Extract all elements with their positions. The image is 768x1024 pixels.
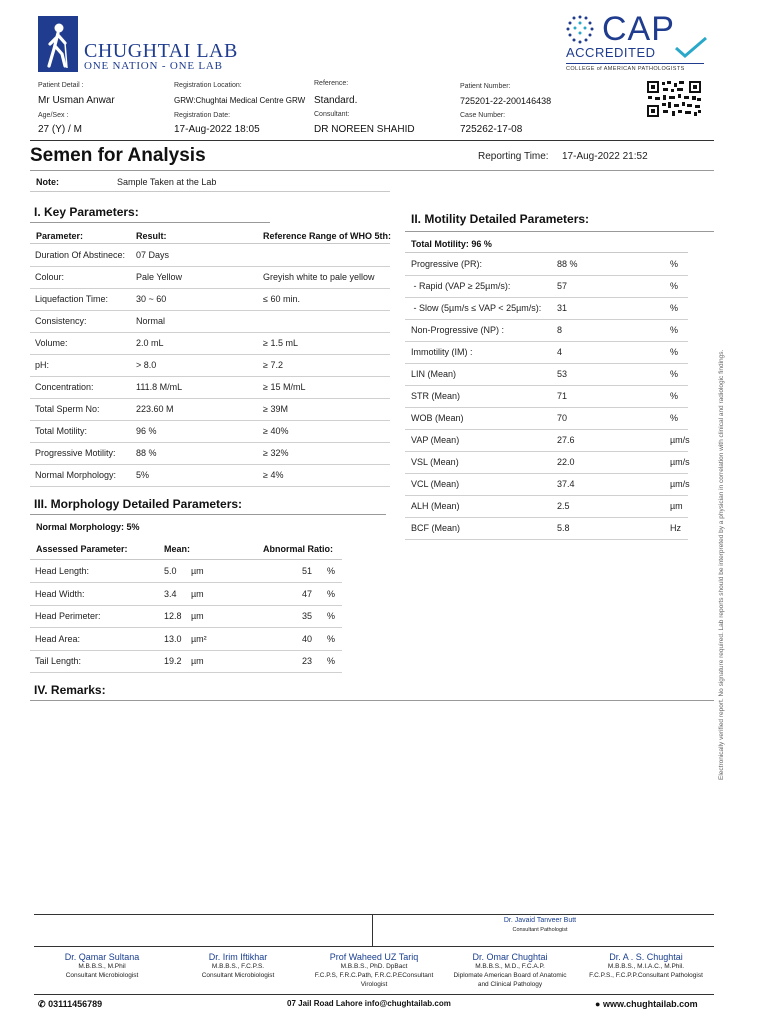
motility-unit: % xyxy=(670,325,679,335)
regloc-value: GRW:Chughtai Medical Centre GRW xyxy=(174,96,306,105)
regloc-label: Registration Location: xyxy=(174,82,242,89)
motility-parameter: LIN (Mean) xyxy=(411,369,457,379)
motility-parameter: - Rapid (VAP ≥ 25µm/s): xyxy=(411,281,511,291)
doctor-title-extra: Virologist xyxy=(360,981,388,988)
table-row xyxy=(405,320,688,342)
regdate-label: Registration Date: xyxy=(174,112,231,119)
morph-parameter: Head Length: xyxy=(35,566,90,576)
table-row xyxy=(405,518,688,540)
motility-unit: µm xyxy=(670,501,683,511)
lab-logo xyxy=(38,16,253,72)
doctor-card xyxy=(34,952,170,980)
note-label: Note: xyxy=(36,177,59,187)
morph-parameter: Head Area: xyxy=(35,633,81,644)
motility-value: 27.6 xyxy=(557,435,575,445)
motility-parameter: VSL (Mean) xyxy=(411,457,459,467)
motility-value: 8 xyxy=(557,325,563,335)
key-header-result: Result: xyxy=(136,231,167,241)
key-header-parameter: Parameter: xyxy=(36,231,84,241)
param-reference: Greyish white to pale yellow xyxy=(263,272,375,282)
reference-label: Reference: xyxy=(314,80,349,87)
cap-title: CAP xyxy=(602,10,675,48)
motility-value: 2.5 xyxy=(557,501,570,511)
param-result: 96 % xyxy=(136,426,157,436)
total-motility: Total Motility: 96 % xyxy=(411,239,492,249)
param-name: Volume: xyxy=(35,338,68,348)
cap-accredited: ACCREDITED xyxy=(566,45,656,60)
table-row xyxy=(405,276,688,298)
phone-icon: ✆ xyxy=(38,999,46,1009)
motility-unit: µm/s xyxy=(670,457,690,467)
param-result: Normal xyxy=(136,316,166,326)
doctor-qualification: M.B.B.S., M.Phil xyxy=(78,963,126,970)
morph-header-abnormal-ratio: Abnormal Ratio: xyxy=(263,544,334,554)
param-name: Consistency: xyxy=(35,316,87,326)
note-value: Sample Taken at the Lab xyxy=(117,177,217,187)
signatory-title: Consultant Pathologist xyxy=(512,927,568,933)
report-title: Semen for Analysis xyxy=(30,145,206,166)
morph-ratio: 47 xyxy=(301,588,312,599)
table-row xyxy=(30,333,390,355)
phone-number: 03111456789 xyxy=(48,999,103,1009)
param-name: Total Sperm No: xyxy=(35,404,100,414)
remarks-heading: IV. Remarks: xyxy=(34,683,106,697)
param-result: 111.8 M/mL xyxy=(136,382,183,392)
doctor-title: Consultant Microbiologist xyxy=(65,972,139,979)
param-result: 07 Days xyxy=(136,250,170,260)
case-number-label: Case Number: xyxy=(460,112,506,119)
reporting-time-value: 17-Aug-2022 21:52 xyxy=(562,151,648,162)
motility-value: 71 xyxy=(557,391,568,401)
param-name: Normal Morphology: xyxy=(35,470,117,480)
phone xyxy=(38,999,102,1010)
table-row xyxy=(30,629,342,651)
param-result: 223.60 M xyxy=(136,404,174,414)
morph-mean: 13.0 xyxy=(164,633,182,644)
morph-mean: 12.8 xyxy=(164,611,182,621)
motility-value: 4 xyxy=(557,347,563,357)
cap-logo xyxy=(562,10,708,76)
patient-number-value: 725201-22-200146438 xyxy=(460,96,552,106)
website[interactable] xyxy=(595,999,698,1009)
key-parameters-heading: I. Key Parameters: xyxy=(34,205,139,219)
morph-mean: 19.2 xyxy=(164,656,182,666)
doctor-card xyxy=(578,952,714,980)
morph-mean: 5.0 xyxy=(164,566,177,576)
motility-value: 22.0 xyxy=(557,457,575,467)
motility-value: 53 xyxy=(557,369,568,379)
lab-name: CHUGHTAI LAB xyxy=(84,40,238,62)
motility-parameter: Progressive (PR): xyxy=(411,259,483,269)
agesex-label: Age/Sex : xyxy=(38,112,69,119)
param-reference: ≥ 32% xyxy=(263,448,289,458)
motility-unit: Hz xyxy=(670,523,681,533)
table-row xyxy=(30,399,390,421)
param-name: Progressive Motility: xyxy=(35,448,116,458)
morph-percent: % xyxy=(327,656,336,666)
motility-parameter: ALH (Mean) xyxy=(411,501,460,511)
motility-parameter: - Slow (5µm/s ≤ VAP < 25µm/s): xyxy=(411,303,542,313)
doctor-title: Diplomate American Board of Anatomic xyxy=(453,972,567,979)
doctor-card xyxy=(170,952,306,980)
motility-unit: % xyxy=(670,259,679,269)
table-row xyxy=(30,289,390,311)
motility-unit: µm/s xyxy=(670,435,690,445)
motility-unit: % xyxy=(670,281,679,291)
morph-ratio: 51 xyxy=(301,566,312,576)
doctor-qualification: M.B.B.S., PhD. DpBact xyxy=(340,963,408,970)
doctor-qualification: M.B.B.S., M.D., F.C.A.P. xyxy=(475,963,545,970)
regdate-value: 17-Aug-2022 18:05 xyxy=(174,124,260,135)
param-result: Pale Yellow xyxy=(136,272,183,282)
param-reference: ≥ 4% xyxy=(263,470,284,480)
morph-header-parameter: Assessed Parameter: xyxy=(36,544,128,554)
doctor-title: Consultant Microbiologist xyxy=(201,972,275,979)
website-link[interactable]: www.chughtailab.com xyxy=(602,999,698,1009)
morph-parameter: Tail Length: xyxy=(35,656,82,666)
table-row xyxy=(30,245,390,267)
param-name: Liquefaction Time: xyxy=(35,294,109,304)
table-row xyxy=(30,584,342,606)
motility-value: 5.8 xyxy=(557,523,570,533)
qr-code-icon xyxy=(646,80,702,118)
table-row xyxy=(405,254,688,276)
param-reference: ≤ 60 min. xyxy=(263,294,300,304)
table-row xyxy=(405,386,688,408)
doctor-title: F.C.P.S., F.C.P.P.Consultant Pathologist xyxy=(589,972,703,979)
consultant-label: Consultant: xyxy=(314,111,350,118)
param-result: 5% xyxy=(136,470,150,480)
patient-name: Mr Usman Anwar xyxy=(38,95,115,106)
table-row xyxy=(30,651,342,673)
cap-dots-icon xyxy=(564,14,596,48)
table-row xyxy=(405,342,688,364)
signatory-name: Dr. Javaid Tanveer Butt xyxy=(503,917,577,924)
row-divider xyxy=(30,486,390,487)
consultant-value: DR NOREEN SHAHID xyxy=(314,124,415,135)
morph-percent: % xyxy=(327,611,336,621)
morphology-heading: III. Morphology Detailed Parameters: xyxy=(34,497,243,511)
doctor-name: Prof Waheed UZ Tariq xyxy=(329,952,419,962)
motility-parameter: Non-Progressive (NP) : xyxy=(411,325,505,335)
doctor-title: F.C.P.S, F.R.C.Path, F.R.C.P.EConsultant xyxy=(314,972,434,979)
agesex-value: 27 (Y) / M xyxy=(38,124,82,135)
morph-percent: % xyxy=(327,588,336,599)
doctor-name: Dr. Irim Iftikhar xyxy=(208,952,268,962)
table-row xyxy=(405,408,688,430)
motility-value: 37.4 xyxy=(557,479,575,489)
table-row xyxy=(30,421,390,443)
table-row xyxy=(30,377,390,399)
table-row xyxy=(405,474,688,496)
morph-percent: % xyxy=(327,633,336,644)
motility-unit: µm/s xyxy=(670,479,690,489)
patient-number-label: Patient Number: xyxy=(460,83,511,90)
motility-unit: % xyxy=(670,347,679,357)
morph-parameter: Head Width: xyxy=(35,588,85,599)
morph-header-mean: Mean: xyxy=(164,544,191,554)
param-name: Concentration: xyxy=(35,382,94,392)
motility-unit: % xyxy=(670,303,679,313)
motility-parameter: STR (Mean) xyxy=(411,391,461,401)
motility-parameter: BCF (Mean) xyxy=(411,523,461,533)
table-row xyxy=(30,311,390,333)
morph-mean: 3.4 xyxy=(164,588,177,599)
motility-parameter: VCL (Mean) xyxy=(411,479,460,489)
lab-tagline: ONE NATION - ONE LAB xyxy=(84,60,223,72)
param-reference: ≥ 7.2 xyxy=(263,360,283,370)
param-reference: ≥ 40% xyxy=(263,426,289,436)
patient-detail-label: Patient Detail : xyxy=(38,82,84,89)
walking-man-logo-icon xyxy=(38,16,78,72)
param-name: Duration Of Abstinece: xyxy=(35,250,126,260)
doctor-qualification: M.B.B.S., F.C.P.S. xyxy=(211,963,265,970)
param-name: pH: xyxy=(35,360,50,370)
row-divider xyxy=(30,672,342,673)
table-row xyxy=(30,355,390,377)
motility-value: 88 % xyxy=(557,259,578,269)
row-divider xyxy=(405,539,688,540)
table-row xyxy=(30,267,390,289)
morph-unit: µm² xyxy=(191,633,207,644)
normal-morphology: Normal Morphology: 5% xyxy=(36,522,140,532)
doctor-card xyxy=(442,952,578,989)
param-result: 88 % xyxy=(136,448,157,458)
param-name: Colour: xyxy=(35,272,65,282)
table-row xyxy=(405,364,688,386)
doctor-card xyxy=(306,952,442,989)
reporting-time-label: Reporting Time: xyxy=(478,151,549,162)
param-reference: ≥ 39M xyxy=(263,404,288,414)
morph-parameter: Head Perimeter: xyxy=(35,611,101,621)
footer-address: 07 Jail Road Lahore info@chughtailab.com xyxy=(287,999,451,1008)
morph-ratio: 35 xyxy=(301,611,312,621)
motility-value: 70 xyxy=(557,413,568,423)
morph-unit: µm xyxy=(191,611,204,621)
motility-parameter: Immotility (IM) : xyxy=(411,347,473,357)
morph-ratio: 23 xyxy=(301,656,312,666)
doctor-name: Dr. A . S. Chughtai xyxy=(609,952,683,962)
doctor-name: Dr. Omar Chughtai xyxy=(472,952,548,962)
morph-unit: µm xyxy=(191,588,204,599)
param-result: 2.0 mL xyxy=(136,338,164,348)
case-number-value: 725262-17-08 xyxy=(460,124,523,135)
table-row xyxy=(30,465,390,487)
table-row xyxy=(30,443,390,465)
param-reference: ≥ 15 M/mL xyxy=(263,382,306,392)
doctor-title-extra: and Clinical Pathology xyxy=(477,981,543,988)
side-disclaimer: Electronically verified report. No signature required. Lab reports should be interpreted by a physician in correlation with clinical and radiologic findings. xyxy=(718,349,725,780)
table-row xyxy=(405,452,688,474)
motility-unit: % xyxy=(670,413,679,423)
motility-heading: II. Motility Detailed Parameters: xyxy=(411,212,590,226)
reference-value: Standard. xyxy=(314,95,358,106)
table-row xyxy=(30,606,342,628)
globe-icon: ● xyxy=(595,999,601,1009)
motility-unit: % xyxy=(670,369,679,379)
table-row xyxy=(405,298,688,320)
doctor-name: Dr. Qamar Sultana xyxy=(64,952,140,962)
cap-college: COLLEGE of AMERICAN PATHOLOGISTS xyxy=(566,66,685,72)
motility-unit: % xyxy=(670,391,679,401)
table-row xyxy=(405,430,688,452)
morph-percent: % xyxy=(327,566,336,576)
motility-value: 57 xyxy=(557,281,568,291)
motility-parameter: WOB (Mean) xyxy=(411,413,464,423)
table-row xyxy=(405,496,688,518)
param-result: > 8.0 xyxy=(136,360,157,370)
checkmark-icon xyxy=(674,36,708,58)
param-name: Total Motility: xyxy=(35,426,88,436)
param-result: 30 ~ 60 xyxy=(136,294,167,304)
key-header-reference: Reference Range of WHO 5th: xyxy=(263,231,392,241)
morph-ratio: 40 xyxy=(301,633,312,644)
param-reference: ≥ 1.5 mL xyxy=(263,338,298,348)
morph-unit: µm xyxy=(191,656,204,666)
morph-unit: µm xyxy=(191,566,204,576)
motility-value: 31 xyxy=(557,303,568,313)
table-row xyxy=(30,561,342,583)
doctor-qualification: M.B.B.S., M.I.A.C., M.Phil. xyxy=(607,963,685,970)
motility-parameter: VAP (Mean) xyxy=(411,435,460,445)
